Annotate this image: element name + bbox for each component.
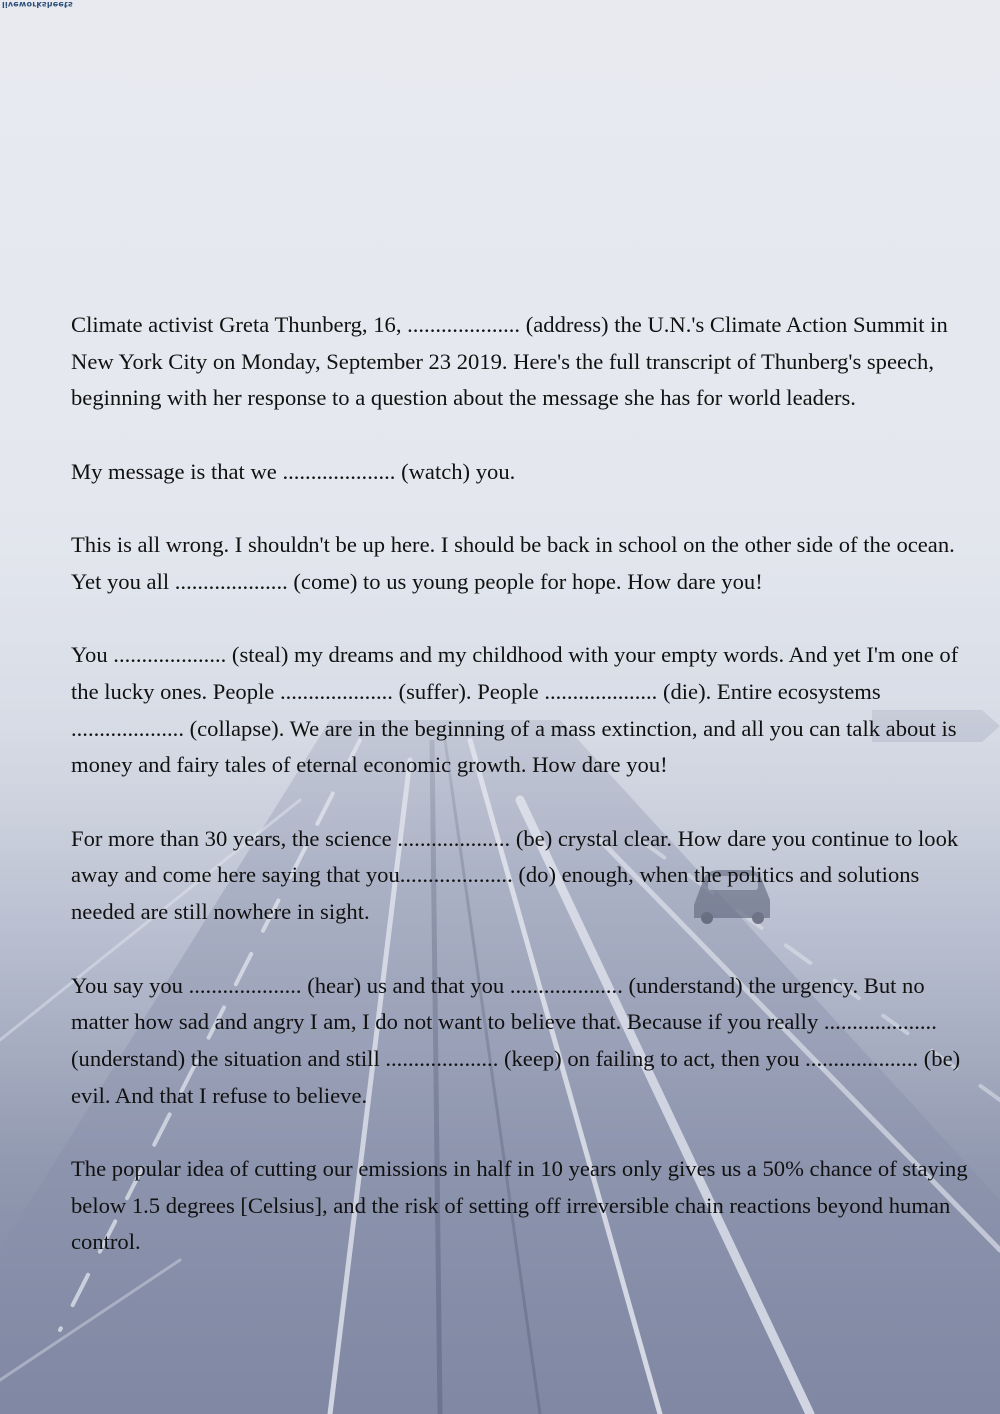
liveworksheets-logo: liveworksheets [2, 0, 73, 9]
paragraph-emissions: The popular idea of cutting our emissions in half in 10 years only gives us a 50% chance of staying below 1.5 degrees [Celsius], and the risk of setting off irreversible chain reactions beyond human control. [71, 1156, 968, 1255]
paragraph-message: My message is that we .................... (watch) you. [71, 458, 516, 484]
paragraph-intro: Climate activist Greta Thunberg, 16, .................... (address) the U.N.'s Climate Action Summit in New York City on Monday, September 23 2019. Here's the full transcript of Thunberg's speech, beginning with her response to a question about the message she has for world leaders. [71, 312, 948, 411]
paragraph-science: For more than 30 years, the science .................... (be) crystal clear. How dare you continue to look away and come here saying that you.................... (do) enough, when the politics and solutions needed are still nowhere in sight. [71, 825, 959, 925]
worksheet-text [71, 307, 976, 1261]
paragraph-all-wrong: This is all wrong. I shouldn't be up here. I should be back in school on the other side of the ocean. Yet you all .................... (come) to us young people for hope. How dare you! [71, 532, 955, 594]
paragraph-stolen-dreams: You .................... (steal) my dreams and my childhood with your empty words. And yet I'm one of the lucky ones. People .................... (suffer). People .................... (die). Entire ecosystems .................... (collapse). We are in the beginning of a mass extinction, and all you can talk about is money and fairy tales of eternal economic growth. How dare you! [71, 642, 959, 778]
paragraph-urgency: You say you .................... (hear) us and that you .................... (understand) the urgency. But no matter how sad and angry I am, I do not want to believe that. Because if you really .................... (understand) the situation and still .................... (keep) on failing to act, then you .................... (be) evil. And that I refuse to believe. [71, 972, 961, 1108]
